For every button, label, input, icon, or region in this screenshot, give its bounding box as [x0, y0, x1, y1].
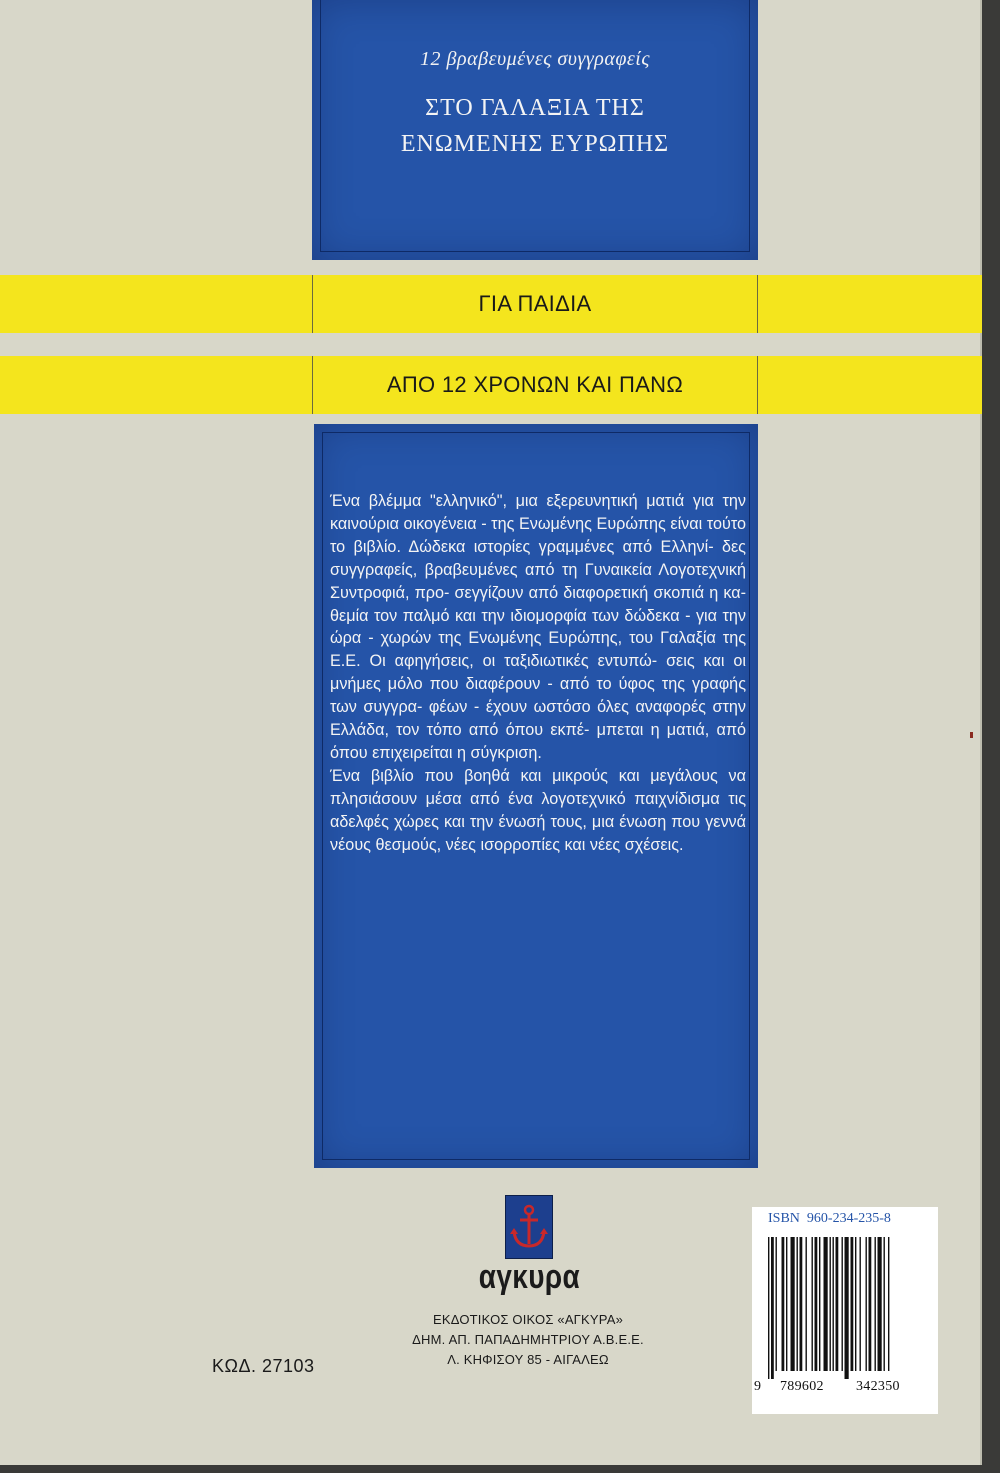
barcode-bar — [819, 1237, 820, 1371]
barcode-bar — [812, 1237, 813, 1371]
barcode-bar — [860, 1237, 861, 1371]
blurb-paragraph-1: Ένα βλέμμα "ελληνικό", μια εξερευνητική ματιά για την καινούρια οικογένεια - της Ενωμένης Ευρώπης είναι τούτο το βιβλίο. Δώδεκα ιστορίες γραμμένες από Ελληνί- δες συγγραφείς, βραβευμένες από τη Γυναικεία Λογοτεχνική Συντροφιά, προ- σεγγίζουν από διαφορετική σκοπιά η κα- θεμία τον παλμό και την ιδιομορφία των δώδεκα - για την ώρα - χωρών της Ενωμένης Ευρώπης, του Γαλαξία της Ε.Ε. Οι αφηγήσεις, οι ταξιδιωτικές εντυπώ- σεις και οι μνήμες μόλο που διαφέρουν - από το ύφος της γραφής των συγγρα- φέων - έχουν ωστόσο όλες αναφορές στην Ελλάδα, τον τόπο από όπου εκπέ- μπεται η ματιά, από όπου επιχειρείται η σύγκριση. — [330, 492, 746, 762]
barcode-bar — [815, 1237, 818, 1371]
isbn-label: ISBN — [768, 1211, 800, 1226]
barcode-bar — [797, 1237, 798, 1371]
barcode-bar — [845, 1237, 849, 1379]
isbn-barcode — [752, 1207, 938, 1414]
barcode-digits-right: 342350 — [856, 1379, 900, 1394]
barcode-bar — [806, 1237, 807, 1371]
barcode-bar — [824, 1237, 828, 1371]
barcode-bar — [776, 1237, 777, 1371]
title-panel — [312, 0, 758, 260]
barcode-bar — [836, 1237, 839, 1371]
publisher-line-1: ΕΚΔΟΤΙΚΟΣ ΟΙΚΟΣ «ΑΓΚΥΡΑ» — [432, 1312, 623, 1327]
barcode-bar — [791, 1237, 795, 1371]
barcode-bar — [830, 1237, 831, 1371]
publisher-line-3: Λ. ΚΗΦΙΣΟΥ 85 - ΑΙΓΑΛΕΩ — [447, 1352, 609, 1367]
product-code: ΚΩΔ. 27103 — [212, 1356, 315, 1376]
barcode-digits-left: 789602 — [780, 1379, 824, 1394]
barcode-bar — [786, 1237, 787, 1371]
isbn-line — [768, 1211, 891, 1227]
barcode-bar — [855, 1237, 856, 1371]
publisher-logo — [505, 1195, 553, 1259]
barcode-bar — [768, 1237, 769, 1379]
blurb-text — [330, 490, 746, 857]
barcode-bar — [800, 1237, 803, 1371]
barcode-bar — [771, 1237, 774, 1379]
barcode-bars — [768, 1237, 928, 1379]
audience-label: ΓΙΑ ΠΑΙΔΙΑ — [312, 275, 758, 333]
barcode-bar — [782, 1237, 785, 1371]
barcode-bar — [842, 1237, 843, 1371]
barcode-bar — [851, 1237, 854, 1371]
barcode-bar — [884, 1237, 885, 1371]
publisher-line-2: ΔΗΜ. ΑΠ. ΠΑΠΑΔΗΜΗΤΡΙΟΥ Α.Β.Ε.Ε. — [412, 1332, 644, 1347]
barcode-bar — [833, 1237, 834, 1371]
publisher-info — [390, 1310, 666, 1370]
audience-band — [0, 275, 982, 333]
isbn-number: 960-234-235-8 — [806, 1211, 891, 1226]
barcode-bar — [875, 1237, 876, 1371]
barcode-bar — [878, 1237, 882, 1371]
series-subtitle: 12 βραβευμένες συγγραφείς — [420, 48, 650, 70]
age-label: ΑΠΟ 12 ΧΡΟΝΩΝ ΚΑΙ ΠΑΝΩ — [312, 356, 758, 414]
barcode-bar — [869, 1237, 872, 1371]
barcode-bar — [888, 1237, 889, 1371]
age-band — [0, 356, 982, 414]
book-title-line-1: ΣΤΟ ΓΑΛΑΞΙΑ ΤΗΣ — [425, 95, 645, 121]
book-title — [312, 90, 758, 162]
ink-mark — [970, 732, 973, 738]
book-title-line-2: ΕΝΩΜΕΝΗΣ ΕΥΡΩΠΗΣ — [400, 131, 670, 157]
barcode-bar — [866, 1237, 867, 1371]
barcode-digit-first: 9 — [754, 1379, 761, 1394]
anchor-icon — [506, 1196, 552, 1258]
publisher-brand: αγκυρα — [478, 1258, 581, 1296]
blurb-paragraph-2: Ένα βιβλίο που βοηθά και μικρούς και μεγάλους να πλησιάσουν μέσα από ένα λογοτεχνικό παιχνίδισμα τις αδελφές χώρες και την ένωσή τους, μια ένωση που γεννά νέους θεσμούς, νέες ισορροπίες και νέες σχέσεις. — [330, 766, 746, 854]
